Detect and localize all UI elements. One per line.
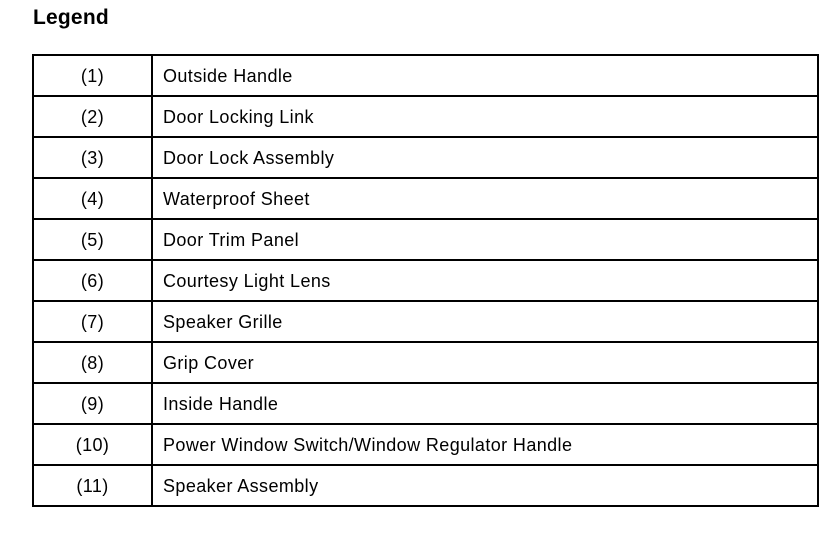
item-number: (2): [33, 96, 152, 137]
table-row: [33, 55, 818, 96]
table-row: [33, 96, 818, 137]
table-row: [33, 219, 818, 260]
item-description: Door Lock Assembly: [152, 137, 818, 178]
item-number: (8): [33, 342, 152, 383]
table-row: [33, 301, 818, 342]
legend-title: Legend: [33, 6, 109, 29]
table-row: [33, 383, 818, 424]
item-description: Outside Handle: [152, 55, 818, 96]
table-row: [33, 465, 818, 506]
item-number: (6): [33, 260, 152, 301]
item-number: (3): [33, 137, 152, 178]
table-row: [33, 424, 818, 465]
item-description: Courtesy Light Lens: [152, 260, 818, 301]
item-description: Inside Handle: [152, 383, 818, 424]
item-number: (1): [33, 55, 152, 96]
item-description: Speaker Assembly: [152, 465, 818, 506]
item-number: (4): [33, 178, 152, 219]
item-number: (10): [33, 424, 152, 465]
item-description: Door Trim Panel: [152, 219, 818, 260]
item-description: Door Locking Link: [152, 96, 818, 137]
item-description: Waterproof Sheet: [152, 178, 818, 219]
item-description: Speaker Grille: [152, 301, 818, 342]
item-number: (9): [33, 383, 152, 424]
table-row: [33, 178, 818, 219]
table-row: [33, 260, 818, 301]
item-number: (5): [33, 219, 152, 260]
legend-table: [32, 54, 819, 507]
item-description: Grip Cover: [152, 342, 818, 383]
item-number: (11): [33, 465, 152, 506]
item-description: Power Window Switch/Window Regulator Handle: [152, 424, 818, 465]
table-row: [33, 342, 818, 383]
table-row: [33, 137, 818, 178]
item-number: (7): [33, 301, 152, 342]
